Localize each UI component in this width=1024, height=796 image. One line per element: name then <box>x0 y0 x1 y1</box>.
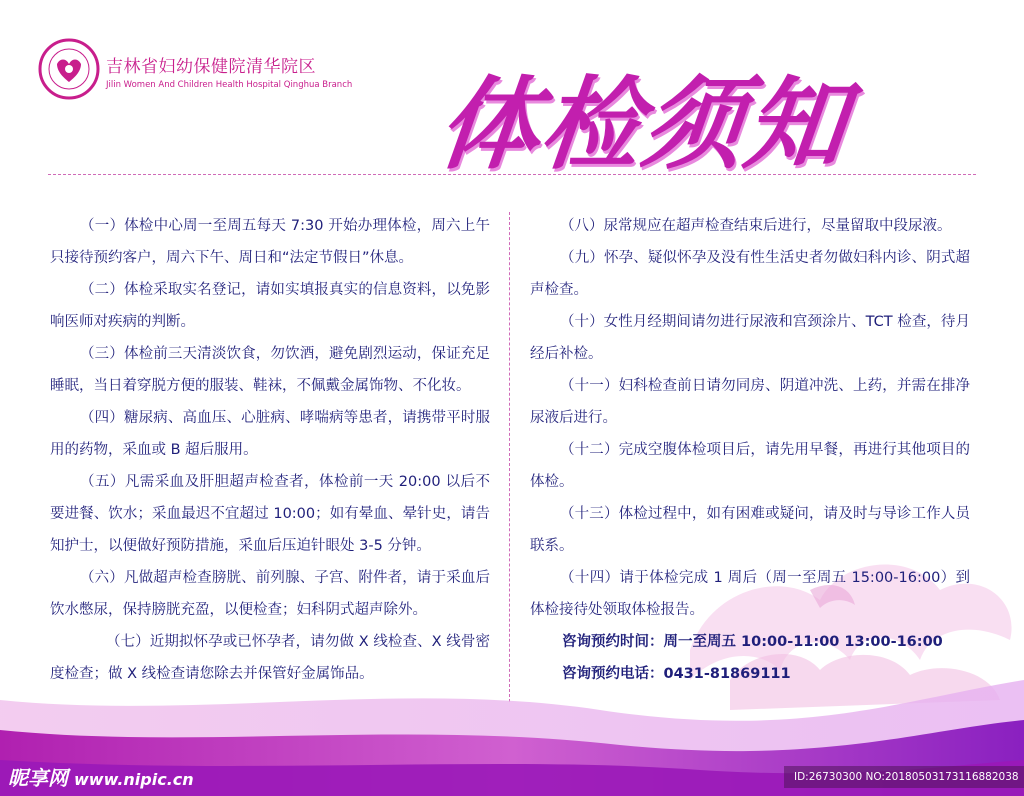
top-divider <box>48 174 976 175</box>
notice-item: （十三）体检过程中，如有困难或疑问，请及时与导诊工作人员联系。 <box>530 506 970 554</box>
watermark-url: www.nipic.cn <box>74 770 194 789</box>
notice-item: （一）体检中心周一至周五每天 7:30 开始办理体检，周六上午只接待预约客户，周六下午、周日和“法定节假日”休息。 <box>50 218 490 266</box>
hospital-logo <box>38 38 100 100</box>
hospital-name-cn: 吉林省妇幼保健院清华院区 <box>106 57 316 77</box>
notice-item: （六）凡做超声检查膀胱、前列腺、子宫、附件者，请于采血后饮水憋尿，保持膀胱充盈，以便检查；妇科阴式超声除外。 <box>50 570 490 618</box>
notice-item: （十）女性月经期间请勿进行尿液和宫颈涂片、TCT 检查，待月经后补检。 <box>530 314 970 362</box>
contact-hours: 咨询预约时间：周一至周五 10:00-11:00 13:00-16:00 <box>562 634 943 650</box>
page-title: 体检须知 <box>432 65 854 183</box>
watermark-name: 昵享网 <box>8 766 68 790</box>
notice-item: （五）凡需采血及肝胆超声检查者，体检前一天 20:00 以后不要进餐、饮水；采血最迟不宜超过 10:00；如有晕血、晕针史，请告知护士，以便做好预防措施，采血后压迫针眼处 3-5 分钟。 <box>50 474 490 554</box>
notice-item: （二）体检采取实名登记，请如实填报真实的信息资料，以免影响医师对疾病的判断。 <box>50 282 490 330</box>
notice-item: （十一）妇科检查前日请勿同房、阴道冲洗、上药，并需在排净尿液后进行。 <box>530 378 970 426</box>
column-divider <box>509 212 510 702</box>
right-column <box>530 210 970 690</box>
notice-item: （九）怀孕、疑似怀孕及没有性生活史者勿做妇科内诊、阴式超声检查。 <box>530 250 970 298</box>
watermark <box>8 762 194 791</box>
notice-item: （四）糖尿病、高血压、心脏病、哮喘病等患者，请携带平时服用的药物，采血或 B 超后服用。 <box>50 410 490 458</box>
notice-item: （八）尿常规应在超声检查结束后进行，尽量留取中段尿液。 <box>560 218 952 234</box>
contact-phone: 咨询预约电话：0431-81869111 <box>562 666 791 682</box>
left-column <box>50 210 490 690</box>
image-id: ID:26730300 NO:20180503173116882038 <box>784 766 1024 788</box>
notice-item: （十二）完成空腹体检项目后，请先用早餐，再进行其他项目的体检。 <box>530 442 970 490</box>
notice-item: （十四）请于体检完成 1 周后（周一至周五 15:00-16:00）到体检接待处领取体检报告。 <box>530 570 970 618</box>
notice-item: （七）近期拟怀孕或已怀孕者，请勿做 X 线检查、X 线骨密度检查；做 X 线检查请您除去并保管好金属饰品。 <box>50 634 490 682</box>
hospital-name-en: Jilin Women And Children Health Hospital Qinghua Branch <box>106 80 353 90</box>
notice-item: （三）体检前三天清淡饮食，勿饮酒，避免剧烈运动，保证充足睡眠，当日着穿脱方便的服装、鞋袜，不佩戴金属饰物、不化妆。 <box>50 346 490 394</box>
